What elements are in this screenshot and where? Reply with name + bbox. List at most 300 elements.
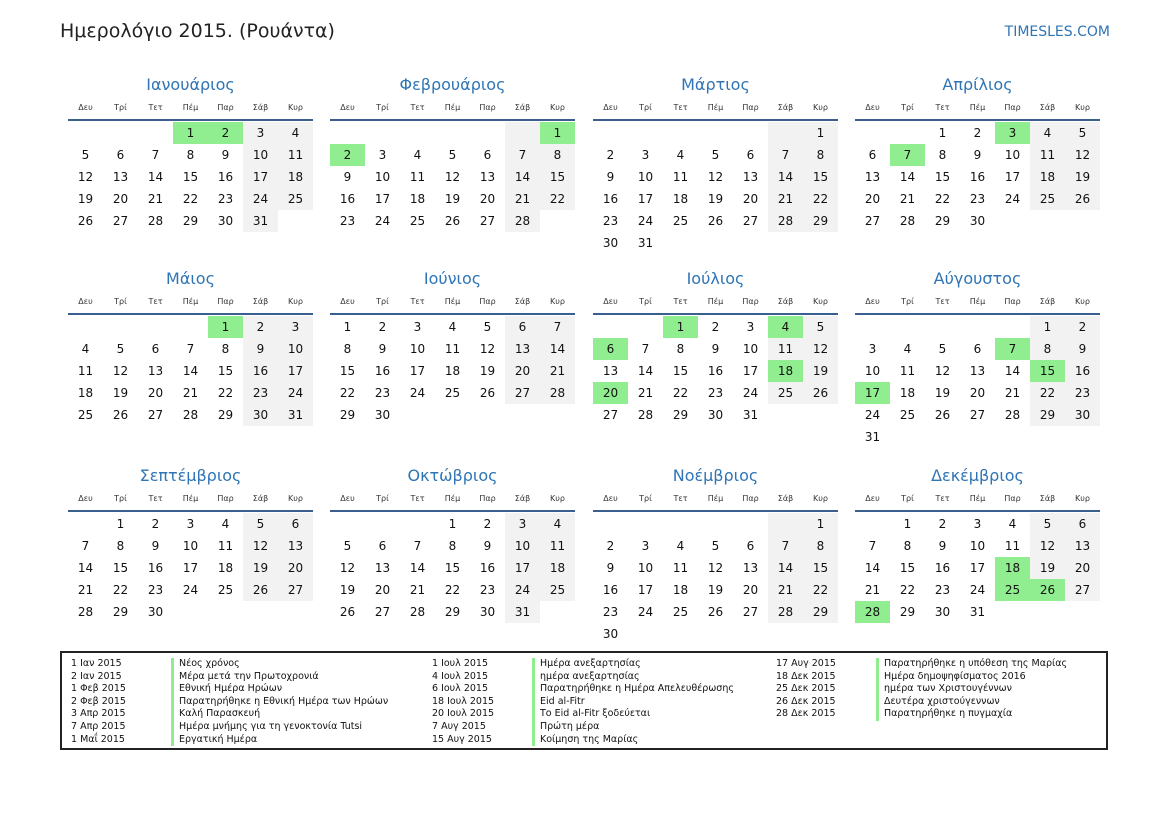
day-cell[interactable]: 15 xyxy=(540,166,575,188)
day-cell[interactable]: 18 xyxy=(217,561,234,575)
day-cell[interactable]: 26 xyxy=(707,214,724,228)
day-cell[interactable]: 30 xyxy=(217,214,234,228)
day-cell[interactable]: 29 xyxy=(899,605,916,619)
day-cell[interactable]: 26 xyxy=(1065,188,1100,210)
day-cell[interactable]: 12 xyxy=(934,364,951,378)
day-cell[interactable]: 16 xyxy=(934,561,951,575)
day-cell[interactable]: 25 xyxy=(540,579,575,601)
day-cell[interactable]: 10 xyxy=(243,144,278,166)
day-cell[interactable]: 23 xyxy=(243,382,278,404)
day-cell[interactable]: 22 xyxy=(217,386,234,400)
day-cell[interactable]: 30 xyxy=(969,214,986,228)
day-cell[interactable]: 4 xyxy=(676,148,685,162)
day-cell[interactable]: 11 xyxy=(540,535,575,557)
day-cell[interactable]: 30 xyxy=(1065,404,1100,426)
day-cell[interactable]: 11 xyxy=(409,170,426,184)
day-cell[interactable]: 13 xyxy=(864,170,881,184)
day-cell[interactable]: 26 xyxy=(243,579,278,601)
day-cell[interactable]: 3 xyxy=(641,539,650,553)
day-cell[interactable]: 20 xyxy=(864,192,881,206)
day-cell[interactable]: 22 xyxy=(339,386,356,400)
day-cell[interactable]: 19 xyxy=(1065,166,1100,188)
day-cell[interactable]: 9 xyxy=(1065,338,1100,360)
day-cell[interactable]: 6 xyxy=(746,148,755,162)
day-cell[interactable]: 8 xyxy=(343,342,352,356)
day-cell[interactable]: 6 xyxy=(1065,513,1100,535)
day-cell[interactable]: 16 xyxy=(479,561,496,575)
day-cell[interactable]: 7 xyxy=(890,144,925,166)
day-cell[interactable]: 11 xyxy=(1030,144,1065,166)
day-cell[interactable]: 18 xyxy=(672,192,689,206)
day-cell[interactable]: 29 xyxy=(217,408,234,422)
day-cell[interactable]: 1 xyxy=(208,316,243,338)
day-cell[interactable]: 28 xyxy=(409,605,426,619)
day-cell[interactable]: 20 xyxy=(479,192,496,206)
day-cell[interactable]: 1 xyxy=(540,122,575,144)
day-cell[interactable]: 9 xyxy=(221,148,230,162)
day-cell[interactable]: 2 xyxy=(378,320,387,334)
day-cell[interactable]: 17 xyxy=(374,192,391,206)
day-cell[interactable]: 18 xyxy=(444,364,461,378)
day-cell[interactable]: 5 xyxy=(1065,122,1100,144)
day-cell[interactable]: 31 xyxy=(742,408,759,422)
day-cell[interactable]: 6 xyxy=(746,539,755,553)
day-cell[interactable]: 17 xyxy=(243,166,278,188)
day-cell[interactable]: 23 xyxy=(602,214,619,228)
day-cell[interactable]: 18 xyxy=(899,386,916,400)
day-cell[interactable]: 18 xyxy=(409,192,426,206)
day-cell[interactable]: 19 xyxy=(339,583,356,597)
day-cell[interactable]: 17 xyxy=(505,557,540,579)
day-cell[interactable]: 5 xyxy=(711,148,720,162)
day-cell[interactable]: 28 xyxy=(505,210,540,232)
day-cell[interactable]: 1 xyxy=(448,517,457,531)
day-cell[interactable]: 31 xyxy=(278,404,313,426)
day-cell[interactable]: 18 xyxy=(1030,166,1065,188)
day-cell[interactable]: 14 xyxy=(1004,364,1021,378)
day-cell[interactable]: 22 xyxy=(182,192,199,206)
day-cell[interactable]: 8 xyxy=(221,342,230,356)
day-cell[interactable]: 7 xyxy=(151,148,160,162)
day-cell[interactable]: 12 xyxy=(243,535,278,557)
day-cell[interactable]: 26 xyxy=(1030,579,1065,601)
day-cell[interactable]: 8 xyxy=(938,148,947,162)
day-cell[interactable]: 1 xyxy=(803,513,838,535)
day-cell[interactable]: 28 xyxy=(637,408,654,422)
day-cell[interactable]: 1 xyxy=(903,517,912,531)
day-cell[interactable]: 11 xyxy=(672,170,689,184)
day-cell[interactable]: 12 xyxy=(77,170,94,184)
day-cell[interactable]: 4 xyxy=(278,122,313,144)
day-cell[interactable]: 10 xyxy=(637,170,654,184)
day-cell[interactable]: 24 xyxy=(505,579,540,601)
day-cell[interactable]: 2 xyxy=(711,320,720,334)
day-cell[interactable]: 20 xyxy=(505,360,540,382)
day-cell[interactable]: 27 xyxy=(742,214,759,228)
day-cell[interactable]: 27 xyxy=(969,408,986,422)
day-cell[interactable]: 29 xyxy=(444,605,461,619)
day-cell[interactable]: 28 xyxy=(899,214,916,228)
day-cell[interactable]: 19 xyxy=(1030,557,1065,579)
day-cell[interactable]: 25 xyxy=(444,386,461,400)
day-cell[interactable]: 3 xyxy=(378,148,387,162)
day-cell[interactable]: 29 xyxy=(339,408,356,422)
day-cell[interactable]: 2 xyxy=(1065,316,1100,338)
day-cell[interactable]: 3 xyxy=(641,148,650,162)
day-cell[interactable]: 16 xyxy=(707,364,724,378)
day-cell[interactable]: 18 xyxy=(77,386,94,400)
day-cell[interactable]: 2 xyxy=(606,148,615,162)
day-cell[interactable]: 28 xyxy=(182,408,199,422)
day-cell[interactable]: 9 xyxy=(938,539,947,553)
day-cell[interactable]: 28 xyxy=(1004,408,1021,422)
day-cell[interactable]: 3 xyxy=(973,517,982,531)
day-cell[interactable]: 21 xyxy=(77,583,94,597)
day-cell[interactable]: 9 xyxy=(606,561,615,575)
day-cell[interactable]: 31 xyxy=(864,430,881,444)
day-cell[interactable]: 12 xyxy=(1065,144,1100,166)
day-cell[interactable]: 11 xyxy=(444,342,461,356)
day-cell[interactable]: 23 xyxy=(339,214,356,228)
day-cell[interactable]: 21 xyxy=(864,583,881,597)
day-cell[interactable]: 25 xyxy=(278,188,313,210)
day-cell[interactable]: 10 xyxy=(374,170,391,184)
day-cell[interactable]: 24 xyxy=(1004,192,1021,206)
day-cell[interactable]: 4 xyxy=(903,342,912,356)
day-cell[interactable]: 24 xyxy=(969,583,986,597)
day-cell[interactable]: 29 xyxy=(803,601,838,623)
day-cell[interactable]: 21 xyxy=(147,192,164,206)
day-cell[interactable]: 19 xyxy=(444,192,461,206)
day-cell[interactable]: 11 xyxy=(768,338,803,360)
day-cell[interactable]: 10 xyxy=(969,539,986,553)
day-cell[interactable]: 8 xyxy=(116,539,125,553)
day-cell[interactable]: 23 xyxy=(479,583,496,597)
day-cell[interactable]: 24 xyxy=(637,214,654,228)
day-cell[interactable]: 20 xyxy=(969,386,986,400)
day-cell[interactable]: 27 xyxy=(479,214,496,228)
day-cell[interactable]: 4 xyxy=(676,539,685,553)
day-cell[interactable]: 6 xyxy=(116,148,125,162)
day-cell[interactable]: 5 xyxy=(343,539,352,553)
day-cell[interactable]: 7 xyxy=(540,316,575,338)
day-cell[interactable]: 28 xyxy=(768,601,803,623)
day-cell[interactable]: 23 xyxy=(602,605,619,619)
day-cell[interactable]: 15 xyxy=(339,364,356,378)
day-cell[interactable]: 4 xyxy=(540,513,575,535)
day-cell[interactable]: 27 xyxy=(864,214,881,228)
day-cell[interactable]: 5 xyxy=(803,316,838,338)
day-cell[interactable]: 10 xyxy=(742,342,759,356)
day-cell[interactable]: 30 xyxy=(374,408,391,422)
day-cell[interactable]: 28 xyxy=(77,605,94,619)
day-cell[interactable]: 26 xyxy=(77,214,94,228)
day-cell[interactable]: 24 xyxy=(278,382,313,404)
day-cell[interactable]: 1 xyxy=(1030,316,1065,338)
day-cell[interactable]: 8 xyxy=(803,144,838,166)
day-cell[interactable]: 20 xyxy=(1065,557,1100,579)
day-cell[interactable]: 21 xyxy=(540,360,575,382)
day-cell[interactable]: 17 xyxy=(278,360,313,382)
day-cell[interactable]: 18 xyxy=(278,166,313,188)
day-cell[interactable]: 10 xyxy=(637,561,654,575)
day-cell[interactable]: 6 xyxy=(868,148,877,162)
day-cell[interactable]: 29 xyxy=(182,214,199,228)
day-cell[interactable]: 20 xyxy=(147,386,164,400)
day-cell[interactable]: 17 xyxy=(1004,170,1021,184)
day-cell[interactable]: 22 xyxy=(803,188,838,210)
day-cell[interactable]: 14 xyxy=(768,557,803,579)
day-cell[interactable]: 15 xyxy=(112,561,129,575)
day-cell[interactable]: 15 xyxy=(1030,360,1065,382)
day-cell[interactable]: 9 xyxy=(711,342,720,356)
day-cell[interactable]: 14 xyxy=(182,364,199,378)
day-cell[interactable]: 19 xyxy=(707,583,724,597)
day-cell[interactable]: 31 xyxy=(243,210,278,232)
day-cell[interactable]: 16 xyxy=(602,192,619,206)
day-cell[interactable]: 18 xyxy=(768,360,803,382)
day-cell[interactable]: 8 xyxy=(448,539,457,553)
day-cell[interactable]: 16 xyxy=(217,170,234,184)
day-cell[interactable]: 26 xyxy=(444,214,461,228)
day-cell[interactable]: 26 xyxy=(707,605,724,619)
day-cell[interactable]: 12 xyxy=(339,561,356,575)
day-cell[interactable]: 25 xyxy=(409,214,426,228)
day-cell[interactable]: 7 xyxy=(868,539,877,553)
day-cell[interactable]: 3 xyxy=(746,320,755,334)
day-cell[interactable]: 16 xyxy=(339,192,356,206)
day-cell[interactable]: 7 xyxy=(505,144,540,166)
day-cell[interactable]: 25 xyxy=(899,408,916,422)
day-cell[interactable]: 2 xyxy=(330,144,365,166)
day-cell[interactable]: 12 xyxy=(479,342,496,356)
day-cell[interactable]: 2 xyxy=(483,517,492,531)
day-cell[interactable]: 4 xyxy=(81,342,90,356)
day-cell[interactable]: 14 xyxy=(409,561,426,575)
day-cell[interactable]: 7 xyxy=(768,144,803,166)
day-cell[interactable]: 20 xyxy=(742,192,759,206)
day-cell[interactable]: 27 xyxy=(742,605,759,619)
day-cell[interactable]: 15 xyxy=(672,364,689,378)
site-link[interactable]: TIMESLES.COM xyxy=(1004,24,1110,40)
day-cell[interactable]: 14 xyxy=(864,561,881,575)
day-cell[interactable]: 29 xyxy=(112,605,129,619)
day-cell[interactable]: 27 xyxy=(147,408,164,422)
day-cell[interactable]: 23 xyxy=(934,583,951,597)
day-cell[interactable]: 18 xyxy=(672,583,689,597)
day-cell[interactable]: 11 xyxy=(899,364,916,378)
day-cell[interactable]: 1 xyxy=(116,517,125,531)
day-cell[interactable]: 6 xyxy=(973,342,982,356)
day-cell[interactable]: 24 xyxy=(742,386,759,400)
day-cell[interactable]: 23 xyxy=(1065,382,1100,404)
day-cell[interactable]: 13 xyxy=(374,561,391,575)
day-cell[interactable]: 16 xyxy=(1065,360,1100,382)
day-cell[interactable]: 23 xyxy=(969,192,986,206)
day-cell[interactable]: 7 xyxy=(641,342,650,356)
day-cell[interactable]: 7 xyxy=(768,535,803,557)
day-cell[interactable]: 29 xyxy=(672,408,689,422)
day-cell[interactable]: 6 xyxy=(593,338,628,360)
day-cell[interactable]: 22 xyxy=(672,386,689,400)
day-cell[interactable]: 24 xyxy=(374,214,391,228)
day-cell[interactable]: 27 xyxy=(112,214,129,228)
day-cell[interactable]: 22 xyxy=(540,188,575,210)
day-cell[interactable]: 26 xyxy=(112,408,129,422)
day-cell[interactable]: 5 xyxy=(116,342,125,356)
day-cell[interactable]: 26 xyxy=(339,605,356,619)
day-cell[interactable]: 15 xyxy=(934,170,951,184)
day-cell[interactable]: 13 xyxy=(969,364,986,378)
day-cell[interactable]: 19 xyxy=(803,360,838,382)
day-cell[interactable]: 25 xyxy=(672,605,689,619)
day-cell[interactable]: 27 xyxy=(602,408,619,422)
day-cell[interactable]: 3 xyxy=(278,316,313,338)
day-cell[interactable]: 28 xyxy=(540,382,575,404)
day-cell[interactable]: 10 xyxy=(278,338,313,360)
day-cell[interactable]: 30 xyxy=(602,627,619,641)
day-cell[interactable]: 9 xyxy=(606,170,615,184)
day-cell[interactable]: 5 xyxy=(243,513,278,535)
day-cell[interactable]: 1 xyxy=(343,320,352,334)
day-cell[interactable]: 13 xyxy=(1065,535,1100,557)
day-cell[interactable]: 6 xyxy=(505,316,540,338)
day-cell[interactable]: 3 xyxy=(868,342,877,356)
day-cell[interactable]: 3 xyxy=(505,513,540,535)
day-cell[interactable]: 20 xyxy=(112,192,129,206)
day-cell[interactable]: 12 xyxy=(112,364,129,378)
day-cell[interactable]: 4 xyxy=(413,148,422,162)
day-cell[interactable]: 24 xyxy=(182,583,199,597)
day-cell[interactable]: 7 xyxy=(995,338,1030,360)
day-cell[interactable]: 22 xyxy=(112,583,129,597)
day-cell[interactable]: 4 xyxy=(448,320,457,334)
day-cell[interactable]: 12 xyxy=(803,338,838,360)
day-cell[interactable]: 12 xyxy=(707,170,724,184)
day-cell[interactable]: 7 xyxy=(186,342,195,356)
day-cell[interactable]: 25 xyxy=(217,583,234,597)
day-cell[interactable]: 30 xyxy=(707,408,724,422)
day-cell[interactable]: 21 xyxy=(768,188,803,210)
day-cell[interactable]: 22 xyxy=(1030,382,1065,404)
day-cell[interactable]: 8 xyxy=(1030,338,1065,360)
day-cell[interactable]: 15 xyxy=(899,561,916,575)
day-cell[interactable]: 5 xyxy=(448,148,457,162)
day-cell[interactable]: 13 xyxy=(112,170,129,184)
day-cell[interactable]: 20 xyxy=(593,382,628,404)
day-cell[interactable]: 15 xyxy=(182,170,199,184)
day-cell[interactable]: 14 xyxy=(768,166,803,188)
day-cell[interactable]: 1 xyxy=(938,126,947,140)
day-cell[interactable]: 16 xyxy=(602,583,619,597)
day-cell[interactable]: 1 xyxy=(663,316,698,338)
day-cell[interactable]: 17 xyxy=(409,364,426,378)
day-cell[interactable]: 13 xyxy=(479,170,496,184)
day-cell[interactable]: 1 xyxy=(173,122,208,144)
day-cell[interactable]: 6 xyxy=(483,148,492,162)
day-cell[interactable]: 14 xyxy=(637,364,654,378)
day-cell[interactable]: 19 xyxy=(707,192,724,206)
day-cell[interactable]: 3 xyxy=(413,320,422,334)
day-cell[interactable]: 9 xyxy=(243,338,278,360)
day-cell[interactable]: 17 xyxy=(637,583,654,597)
day-cell[interactable]: 23 xyxy=(217,192,234,206)
day-cell[interactable]: 28 xyxy=(855,601,890,623)
day-cell[interactable]: 25 xyxy=(1030,188,1065,210)
day-cell[interactable]: 12 xyxy=(707,561,724,575)
day-cell[interactable]: 25 xyxy=(672,214,689,228)
day-cell[interactable]: 15 xyxy=(803,166,838,188)
day-cell[interactable]: 30 xyxy=(147,605,164,619)
day-cell[interactable]: 20 xyxy=(742,583,759,597)
day-cell[interactable]: 3 xyxy=(243,122,278,144)
day-cell[interactable]: 23 xyxy=(707,386,724,400)
day-cell[interactable]: 9 xyxy=(151,539,160,553)
day-cell[interactable]: 9 xyxy=(973,148,982,162)
day-cell[interactable]: 14 xyxy=(147,170,164,184)
day-cell[interactable]: 26 xyxy=(934,408,951,422)
day-cell[interactable]: 2 xyxy=(973,126,982,140)
day-cell[interactable]: 25 xyxy=(995,579,1030,601)
day-cell[interactable]: 14 xyxy=(505,166,540,188)
day-cell[interactable]: 13 xyxy=(278,535,313,557)
day-cell[interactable]: 10 xyxy=(505,535,540,557)
day-cell[interactable]: 8 xyxy=(186,148,195,162)
day-cell[interactable]: 13 xyxy=(505,338,540,360)
day-cell[interactable]: 23 xyxy=(374,386,391,400)
day-cell[interactable]: 14 xyxy=(77,561,94,575)
day-cell[interactable]: 9 xyxy=(343,170,352,184)
day-cell[interactable]: 16 xyxy=(374,364,391,378)
day-cell[interactable]: 10 xyxy=(1004,148,1021,162)
day-cell[interactable]: 9 xyxy=(378,342,387,356)
day-cell[interactable]: 8 xyxy=(540,144,575,166)
day-cell[interactable]: 19 xyxy=(479,364,496,378)
day-cell[interactable]: 30 xyxy=(934,605,951,619)
day-cell[interactable]: 21 xyxy=(505,188,540,210)
day-cell[interactable]: 30 xyxy=(243,404,278,426)
day-cell[interactable]: 31 xyxy=(969,605,986,619)
day-cell[interactable]: 17 xyxy=(637,192,654,206)
day-cell[interactable]: 17 xyxy=(182,561,199,575)
day-cell[interactable]: 16 xyxy=(969,170,986,184)
day-cell[interactable]: 30 xyxy=(602,236,619,250)
day-cell[interactable]: 31 xyxy=(505,601,540,623)
day-cell[interactable]: 24 xyxy=(637,605,654,619)
day-cell[interactable]: 8 xyxy=(676,342,685,356)
day-cell[interactable]: 1 xyxy=(803,122,838,144)
day-cell[interactable]: 2 xyxy=(243,316,278,338)
day-cell[interactable]: 16 xyxy=(147,561,164,575)
day-cell[interactable]: 10 xyxy=(409,342,426,356)
day-cell[interactable]: 11 xyxy=(672,561,689,575)
day-cell[interactable]: 22 xyxy=(803,579,838,601)
day-cell[interactable]: 5 xyxy=(81,148,90,162)
day-cell[interactable]: 27 xyxy=(374,605,391,619)
day-cell[interactable]: 21 xyxy=(409,583,426,597)
day-cell[interactable]: 2 xyxy=(606,539,615,553)
day-cell[interactable]: 21 xyxy=(182,386,199,400)
day-cell[interactable]: 2 xyxy=(938,517,947,531)
day-cell[interactable]: 31 xyxy=(637,236,654,250)
day-cell[interactable]: 5 xyxy=(483,320,492,334)
day-cell[interactable]: 26 xyxy=(479,386,496,400)
day-cell[interactable]: 11 xyxy=(217,539,234,553)
day-cell[interactable]: 6 xyxy=(151,342,160,356)
day-cell[interactable]: 19 xyxy=(112,386,129,400)
day-cell[interactable]: 19 xyxy=(77,192,94,206)
day-cell[interactable]: 24 xyxy=(243,188,278,210)
